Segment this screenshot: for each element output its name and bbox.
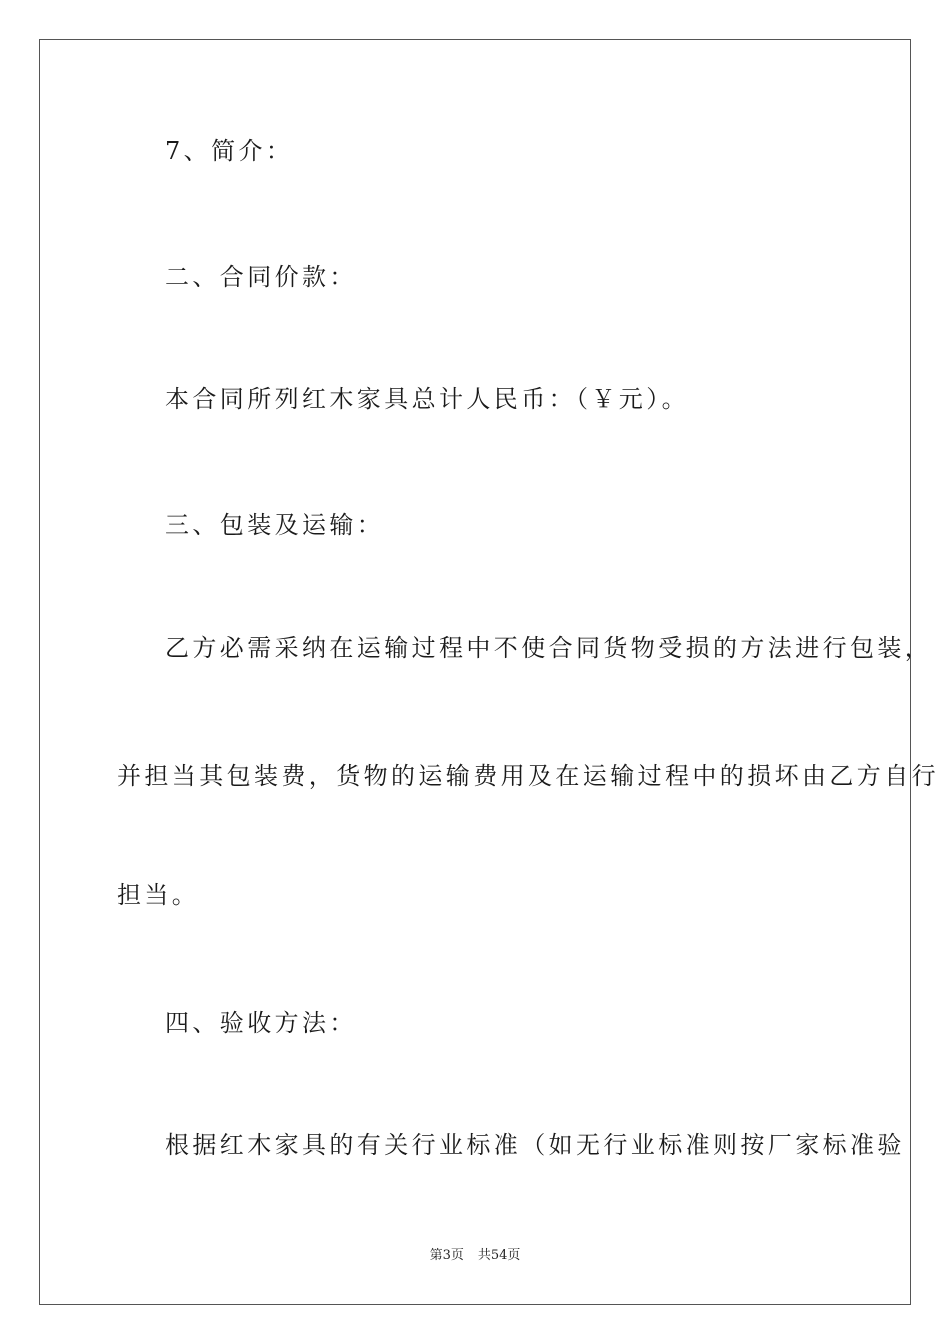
paragraph-total-price: 本合同所列红木家具总计人民币：（￥元）。 bbox=[165, 385, 689, 413]
section-heading-packaging-transport: 三、包装及运输： bbox=[165, 511, 385, 539]
page-border bbox=[39, 39, 911, 1305]
section-heading-acceptance-method: 四、验收方法： bbox=[165, 1009, 357, 1037]
paragraph-acceptance-line-1: 根据红木家具的有关行业标准（如无行业标准则按厂家标准验 bbox=[165, 1131, 905, 1159]
paragraph-packaging-line-2: 并担当其包装费，货物的运输费用及在运输过程中的损坏由乙方自行 bbox=[117, 762, 939, 790]
paragraph-packaging-line-3: 担当。 bbox=[117, 881, 200, 909]
section-item-7-intro: 7、简介： bbox=[165, 137, 294, 165]
paragraph-packaging-line-1: 乙方必需采纳在运输过程中不使合同货物受损的方法进行包装， bbox=[165, 634, 933, 662]
page-number: 第3页 bbox=[429, 1248, 464, 1263]
page-total: 共54页 bbox=[477, 1248, 521, 1263]
page-footer bbox=[0, 1247, 950, 1265]
section-heading-contract-price: 二、合同价款： bbox=[165, 263, 357, 291]
